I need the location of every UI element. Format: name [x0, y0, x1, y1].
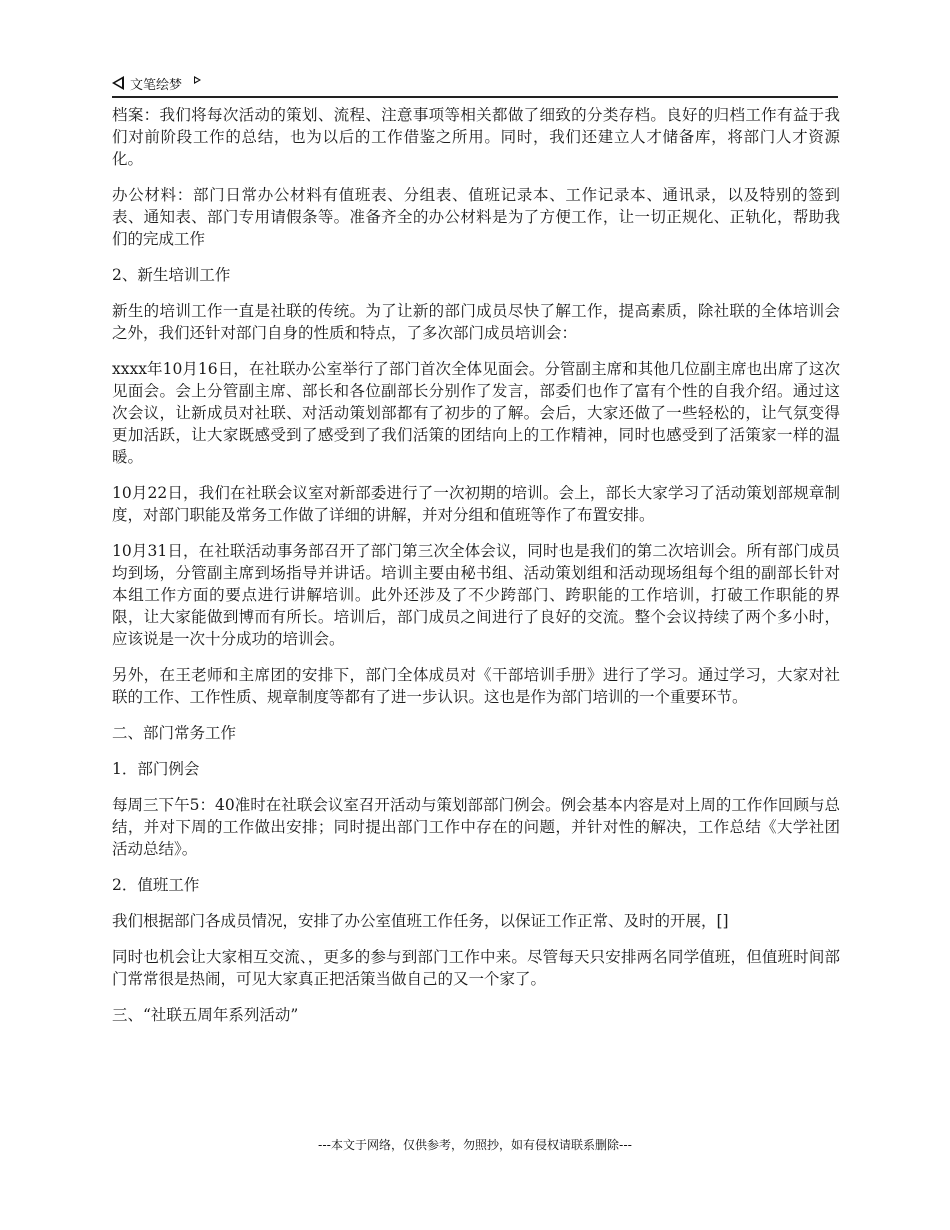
paragraph-oct31: 10月31日，在社联活动事务部召开了部门第三次全体会议，同时也是我们的第二次培训会。所有部门成员均到场，分管副主席到场指导并讲话。培训主要由秘书组、活动策划组和活动现场组每个组的副部长针对本组工作方面的要点进行讲解培训。此外还涉及了不少跨部门、跨职能的工作培训，打破工作职能的界限，让大家能做到博而有所长。培训后，部门成员之间进行了良好的交流。整个会议持续了两个多小时，应该说是一次十分成功的培训会。 — [112, 542, 840, 648]
paragraph-archive: 档案：我们将每次活动的策划、流程、注意事项等相关都做了细致的分类存档。良好的归档工作有益于我们对前阶段工作的总结，也为以后的工作借鉴之所用。同时，我们还建立人才储备库，将部门人才资源化。 — [112, 106, 840, 168]
paragraph-duty-continued: 同时也机会让大家相互交流、，更多的参与到部门工作中来。尽管每天只安排两名同学值班，但值班时间部门常常很是热闹，可见大家真正把活策当做自己的又一个家了。 — [112, 948, 840, 988]
footer-notice: ---本文于网络，仅供参考，勿照抄，如有侵权请联系删除--- — [318, 1138, 632, 1152]
section-heading-training: 2、新生培训工作 — [112, 266, 231, 284]
page-header — [112, 72, 838, 98]
paragraph-training-intro: 新生的培训工作一直是社联的传统。为了让新的部门成员尽快了解工作，提高素质，除社联的全体培训会之外，我们还针对部门自身的性质和特点，了多次部门成员培训会： — [112, 302, 840, 342]
section-heading-anniversary: 三、“社联五周年系列活动” — [112, 1006, 299, 1024]
section-heading-routine: 二、部门常务工作 — [112, 724, 237, 742]
triangle-right-icon — [194, 76, 201, 84]
brand-name: 文笔绘梦 — [130, 77, 183, 93]
subheading-weekly-meeting: 1．部门例会 — [112, 760, 200, 778]
paragraph-handbook: 另外，在王老师和主席团的安排下，部门全体成员对《干部培训手册》进行了学习。通过学习，大家对社联的工作、工作性质、规章制度等都有了进一步认识。这也是作为部门培训的一个重要环节。 — [112, 666, 840, 706]
brand-logo — [112, 72, 201, 94]
document-body — [112, 104, 840, 1040]
paragraph-duty: 我们根据部门各成员情况，安排了办公室值班工作任务，以保证工作正常、及时的开展，[] — [112, 912, 729, 930]
paragraph-oct22: 10月22日，我们在社联会议室对新部委进行了一次初期的培训。会上，部长大家学习了活动策划部规章制度，对部门职能及常务工作做了详细的讲解，并对分组和值班等作了布置安排。 — [112, 484, 840, 524]
paragraph-office-materials: 办公材料：部门日常办公材料有值班表、分组表、值班记录本、工作记录本、通讯录，以及特别的签到表、通知表、部门专用请假条等。准备齐全的办公材料是为了方便工作，让一切正规化、正轨化，帮助我们的完成工作 — [112, 186, 840, 248]
paragraph-oct16: xxxx年10月16日，在社联办公室举行了部门首次全体见面会。分管副主席和其他几位副主席也出席了这次见面会。会上分管副主席、部长和各位副部长分别作了发言，部委们也作了富有个性的自我介绍。通过这次会议，让新成员对社联、对活动策划部都有了初步的了解。会后，大家还做了一些轻松的，让气氛变得更加活跃，让大家既感受到了感受到了我们活策的团结向上的工作精神，同时也感受到了活策家一样的温暖。 — [112, 360, 840, 466]
triangle-left-icon — [112, 76, 124, 90]
subheading-duty: 2．值班工作 — [112, 876, 200, 894]
paragraph-weekly-meeting: 每周三下午5：40准时在社联会议室召开活动与策划部部门例会。例会基本内容是对上周的工作作回顾与总结，并对下周的工作做出安排；同时提出部门工作中存在的问题，并针对性的解决，工作总结《大学社团活动总结》。 — [112, 796, 840, 858]
